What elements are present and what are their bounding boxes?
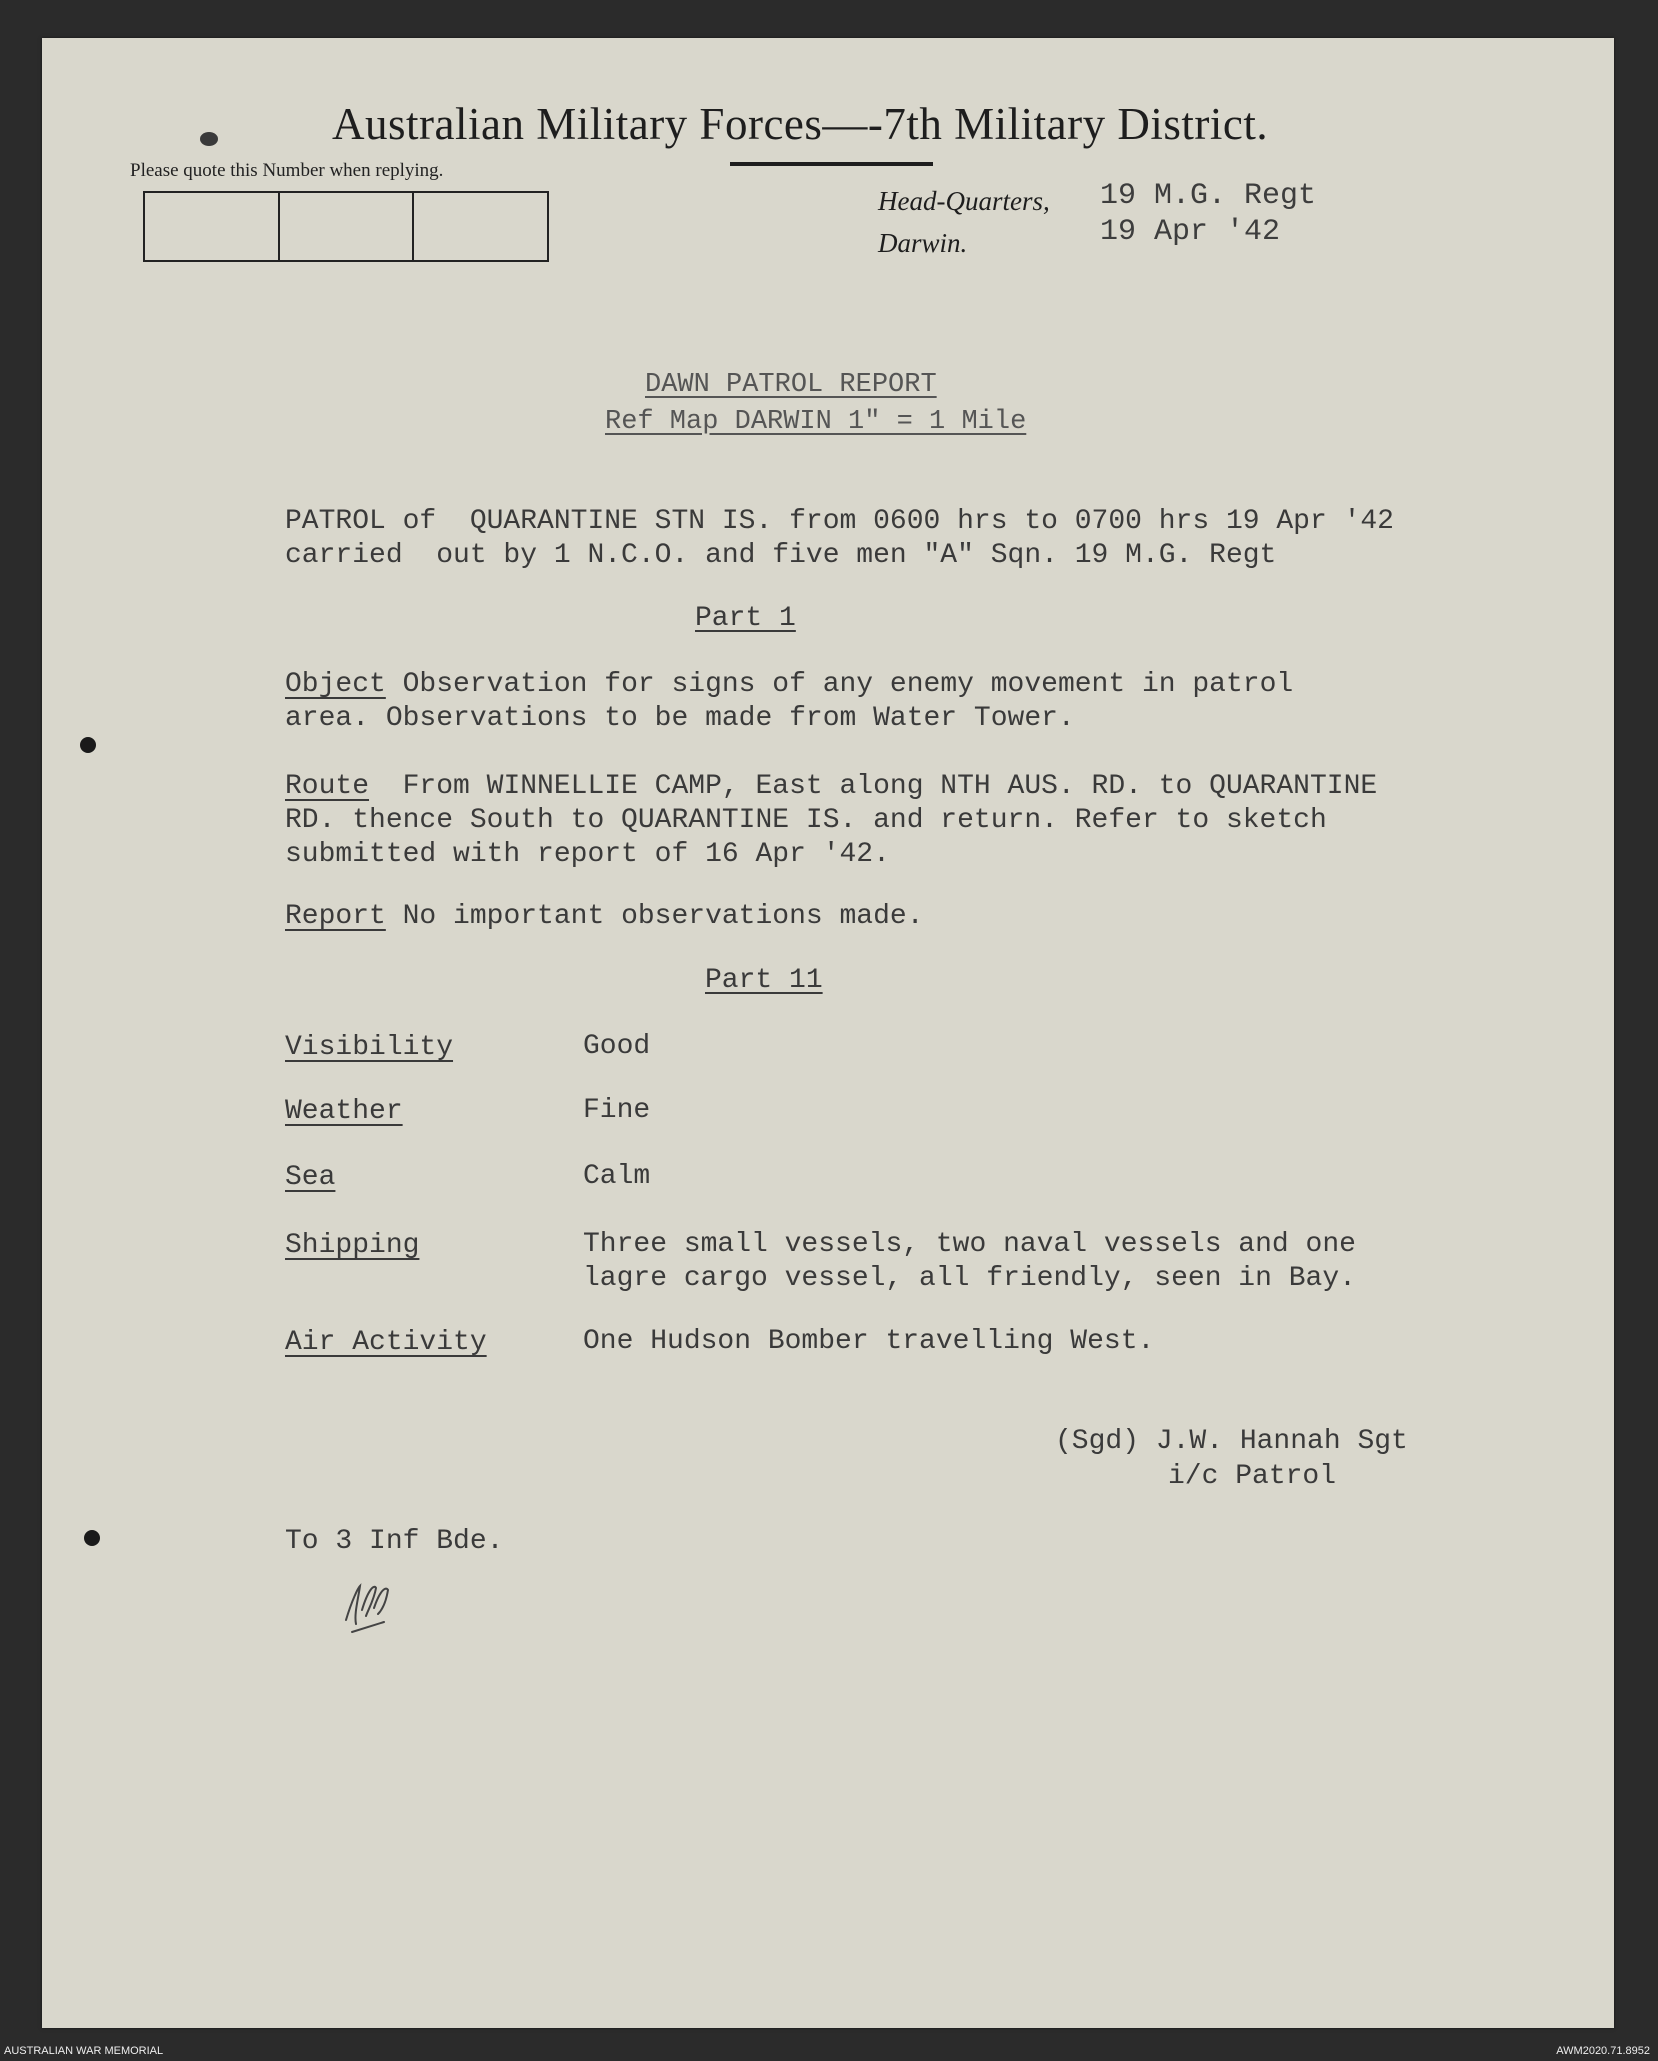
reference-number-box (143, 191, 549, 262)
punch-hole (84, 1530, 100, 1546)
paper-tear (200, 132, 218, 146)
shipping-line-1: Three small vessels, two naval vessels and one (583, 1229, 1356, 1260)
route-label: Route (285, 771, 370, 802)
punch-hole (80, 737, 96, 753)
route-text: From WINNELLIE CAMP, East along NTH AUS. RD. to QUARANTINE (369, 771, 1378, 802)
sea-label: Sea (285, 1162, 336, 1193)
letterhead-rule (730, 162, 933, 166)
letterhead-title: Australian Military Forces—-7th Military District. (332, 99, 1269, 149)
part-1-heading: Part 1 (695, 603, 796, 634)
object-label: Object (285, 669, 386, 700)
shipping-line-2: lagre cargo vessel, all friendly, seen in Bay. (583, 1263, 1356, 1294)
headquarters-address (878, 180, 1050, 264)
to-line: To 3 Inf Bde. (285, 1526, 504, 1557)
reference-cell (280, 193, 415, 260)
reference-cell (414, 193, 547, 260)
hq-line-1: Head-Quarters, (878, 186, 1050, 216)
weather-value: Fine (583, 1095, 651, 1126)
quote-note: Please quote this Number when replying. (130, 160, 444, 181)
object-text: Observation for signs of any enemy movement in patrol (385, 669, 1294, 700)
part-2-heading: Part 11 (705, 965, 823, 996)
visibility-value: Good (583, 1031, 651, 1062)
initials-mark (338, 1580, 408, 1640)
report-label: Report (285, 901, 386, 932)
signature-line-1: (Sgd) J.W. Hannah Sgt (1055, 1426, 1408, 1457)
visibility-label: Visibility (285, 1032, 454, 1063)
intro-line-2: carried out by 1 N.C.O. and five men "A" Sqn. 19 M.G. Regt (285, 540, 1277, 571)
route-line-1 (285, 770, 1377, 804)
archive-id: AWM2020.71.8952 (1556, 2045, 1650, 2057)
route-line-3: submitted with report of 16 Apr '42. (285, 839, 890, 870)
air-activity-label: Air Activity (285, 1327, 487, 1358)
object-line-1 (285, 668, 1293, 702)
document-page (42, 38, 1614, 2028)
hq-line-2: Darwin. (878, 228, 968, 258)
object-line-2: area. Observations to be made from Water Tower. (285, 703, 1075, 734)
archive-credit: AUSTRALIAN WAR MEMORIAL (4, 2045, 164, 2057)
sea-value: Calm (583, 1161, 651, 1192)
report-line (285, 900, 924, 934)
shipping-label: Shipping (285, 1230, 420, 1261)
typed-date: 19 Apr '42 (1100, 215, 1281, 249)
intro-line-1: PATROL of QUARANTINE STN IS. from 0600 hrs to 0700 hrs 19 Apr '42 (285, 506, 1394, 537)
map-reference: Ref Map DARWIN 1" = 1 Mile (605, 407, 1027, 437)
route-line-2: RD. thence South to QUARANTINE IS. and return. Refer to sketch (285, 805, 1327, 836)
report-title: DAWN PATROL REPORT (645, 370, 937, 400)
typed-unit: 19 M.G. Regt (1100, 179, 1317, 213)
weather-label: Weather (285, 1096, 403, 1127)
signature-line-2: i/c Patrol (1168, 1461, 1337, 1492)
report-text: No important observations made. (385, 901, 924, 932)
handwritten-initials (338, 1580, 408, 1645)
air-activity-value: One Hudson Bomber travelling West. (583, 1326, 1155, 1357)
reference-cell (145, 193, 280, 260)
